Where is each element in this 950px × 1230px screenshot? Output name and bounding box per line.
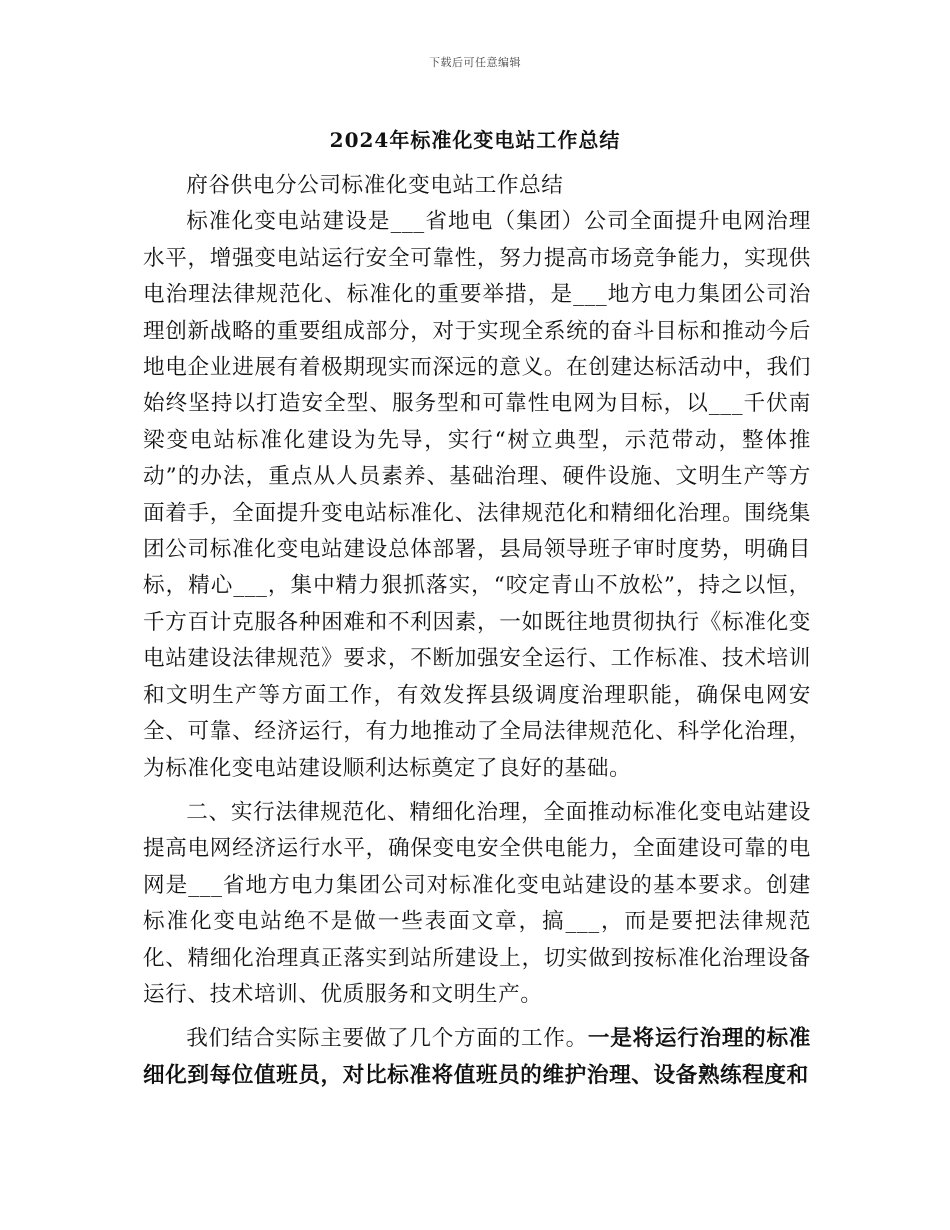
paragraph-section-two: 二、实行法律规范化、精细化治理，全面推动标准化变电站建设提高电网经济运行水平，确保变电安全供电能力，全面建设可靠的电网是___省地方电力集团公司对标准化变电站建设的基本要求。创建标准化变电站绝不是做一些表面文章，搞___，而是要把法律规范化、精细化治理真正落实到站所建设上，切实做到按标准化治理设备运行、技术培训、优质服务和文明生产。: [143, 799, 811, 1007]
paragraph-work-summary-lead: 我们结合实际主要做了几个方面的工作。: [186, 1026, 588, 1052]
paragraph-work-summary: [143, 1021, 811, 1094]
paragraph-subtitle: 府谷供电分公司标准化变电站工作总结: [186, 173, 564, 198]
document-title: 2024年标准化变电站工作总结: [329, 128, 621, 152]
document-body: [143, 168, 811, 1094]
header-note: 下载后可任意编辑: [429, 56, 521, 69]
paragraph-work-summary-bold: 一是将运行治理的标准细化到每位值班员，对比标准将值班员的维护治理、设备熟练程度和: [143, 1026, 811, 1088]
paragraph-intro: 标准化变电站建设是___省地电（集团）公司全面提升电网治理水平，增强变电站运行安全可靠性，努力提高市场竞争能力，实现供电治理法律规范化、标准化的重要举措，是___地方电力集团公司治理创新战略的重要组成部分，对于实现全系统的奋斗目标和推动今后地电企业进展有着极期现实而深远的意义。在创建达标活动中，我们始终坚持以打造安全型、服务型和可靠性电网为目标，以___千伏南梁变电站标准化建设为先导，实行“树立典型，示范带动，整体推动”的办法，重点从人员素养、基础治理、硬件设施、文明生产等方面着手，全面提升变电站标准化、法律规范化和精细化治理。围绕集团公司标准化变电站建设总体部署，县局领导班子审时度势，明确目标，精心___，集中精力狠抓落实，“咬定青山不放松”，持之以恒，千方百计克服各种困难和不利因素，一如既往地贯彻执行《标准化变电站建设法律规范》要求，不断加强安全运行、工作标准、技术培训和文明生产等方面工作，有效发挥县级调度治理职能，确保电网安全、可靠、经济运行，有力地推动了全局法律规范化、科学化治理，为标准化变电站建设顺利达标奠定了良好的基础。: [143, 209, 811, 781]
